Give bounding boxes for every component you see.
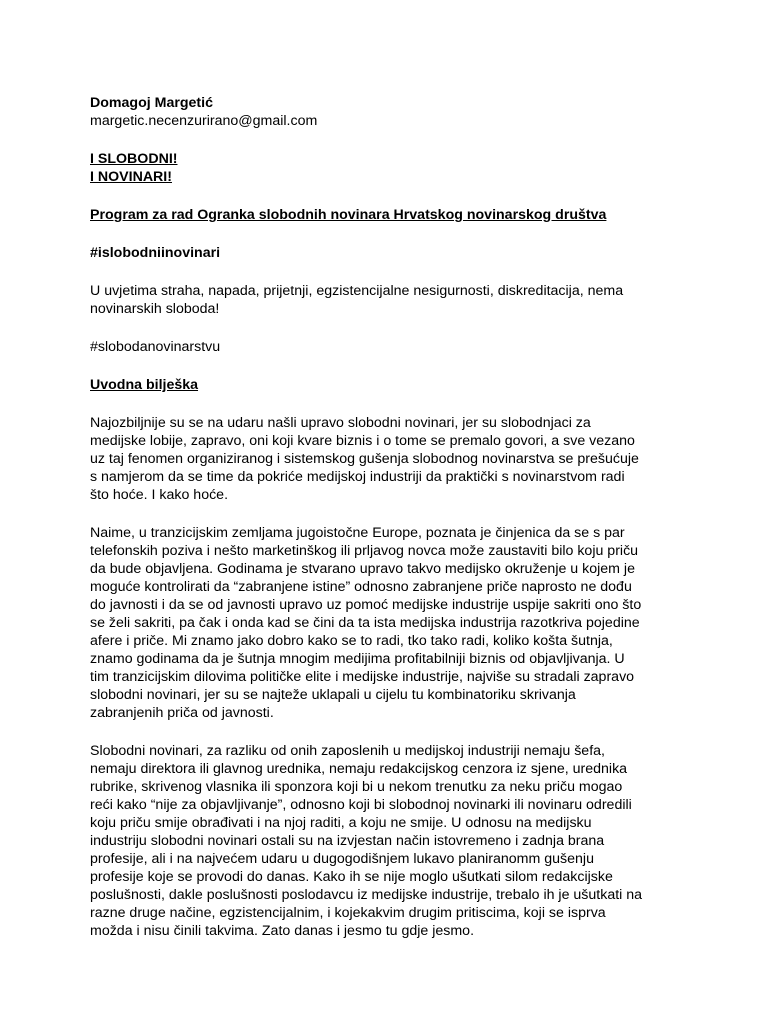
paragraph-line: moguće kontrolirati da “zabranjene istine” odnosno zabranjene priče naprosto ne dođu: [90, 579, 632, 595]
program-title: Program za rad Ogranka slobodnih novinara Hrvatskog novinarskog društva: [90, 207, 607, 223]
title-line-1: I SLOBODNI!: [90, 151, 178, 167]
paragraph-line: Najozbiljnije su se na udaru našli upravo slobodni novinari, jer su slobodnjaci za: [90, 415, 591, 431]
document-page: [90, 94, 690, 940]
paragraph-line: do javnosti i da se od javnosti upravo uz pomoć medijske industrije uspije sakriti ono što: [90, 597, 642, 613]
paragraph-line: nemaju direktora ili glavnog urednika, nemaju redakcijskog cenzora iz sjene, urednika: [90, 761, 628, 777]
paragraph-line: da bude objavljena. Godinama je stvarano upravo takvo medijsko okruženje u kojem je: [90, 561, 635, 577]
paragraph-line: Naime, u tranzicijskim zemljama jugoistočne Europe, poznata je činjenica da se s par: [90, 525, 625, 541]
hashtag-islobodniinovinari: #islobodniinovinari: [90, 245, 221, 261]
paragraph-line: se želi sakriti, pa čak i onda kad se čini da ta ista medijska industrija razotkriva pojedine: [90, 615, 640, 631]
author-email: margetic.necenzurirano@gmail.com: [90, 113, 318, 129]
paragraph-line: medijske lobije, zapravo, oni koji kvare biznis i o tome se premalo govori, a sve vezano: [90, 433, 635, 449]
paragraph-line: afere i priče. Mi znamo jako dobro kako se to radi, tko tako radi, koliko košta šutnja,: [90, 633, 613, 649]
paragraph-line: profesije, ali i na najvećem udaru u dugogodišnjem lukavo planiranomm gušenju: [90, 851, 594, 867]
paragraph-line: Slobodni novinari, za razliku od onih zaposlenih u medijskoj industriji nemaju šefa,: [90, 743, 605, 759]
paragraph-2: [90, 524, 690, 722]
paragraph-3: [90, 742, 690, 940]
paragraph-line: možda i nisu činili takvima. Zato danas i jesmo tu gdje jesmo.: [90, 923, 475, 939]
paragraph-line: industriju slobodni novinari ostali su na izvjestan način istovremeno i zadnja brana: [90, 833, 605, 849]
paragraph-line: profesije koje se provodi do danas. Kako ih se nije moglo ušutkati silom redakcijske: [90, 869, 613, 885]
paragraph-line: rubrike, skrivenog vlasnika ili sponzora koji bi u nekom trenutku za neku priču mogao: [90, 779, 623, 795]
section-title: Uvodna bilješka: [90, 377, 199, 393]
paragraph-line: razne druge načine, egzistencijalnim, i kojekakvim drugim pritiscima, koji se isprva: [90, 905, 606, 921]
title-line-2: I NOVINARI!: [90, 169, 172, 185]
paragraph-line: koju priču smije obrađivati i na njoj raditi, a koju ne smije. U odnosu na medijsku: [90, 815, 592, 831]
intro-paragraph: [90, 282, 690, 318]
hashtag-slobodanovinarstvu: #slobodanovinarstvu: [90, 339, 221, 355]
paragraph-line: zabranjenih priča od javnosti.: [90, 705, 274, 721]
paragraph-line: s namjerom da se time da pokriće medijskoj industriji da praktički s novinarstvom radi: [90, 469, 625, 485]
author-name: Domagoj Margetić: [90, 95, 213, 111]
paragraph-line: tim tranzicijskim dilovima političke elite i medijske industrije, najviše su stradali zapravo: [90, 669, 635, 685]
paragraph-1: [90, 414, 690, 504]
paragraph-line: slobodni novinari, jer su se najteže uklapali u cijelu tu kombinatoriku skrivanja: [90, 687, 576, 703]
paragraph-line: U uvjetima straha, napada, prijetnji, egzistencijalne nesigurnosti, diskreditacija, nema: [90, 283, 624, 299]
paragraph-line: uz taj fenomen organiziranog i sistemskog gušenja slobodnog novinarstva se prešućuje: [90, 451, 639, 467]
paragraph-line: poslušnosti, dakle poslušnosti poslodavcu iz medijske industrije, trebalo ih je ušutkati na: [90, 887, 643, 903]
paragraph-line: novinarskih sloboda!: [90, 301, 220, 317]
paragraph-line: reći kako “nije za objavljivanje”, odnosno koji bi slobodnoj novinarki ili novinaru odredili: [90, 797, 632, 813]
paragraph-line: što hoće. I kako hoće.: [90, 487, 229, 503]
paragraph-line: telefonskih poziva i nešto marketinškog ili prljavog novca može zaustaviti bilo koju priču: [90, 543, 639, 559]
paragraph-line: znamo godinama da je šutnja mnogim medijima profitabilniji biznis od objavljivanja. U: [90, 651, 625, 667]
